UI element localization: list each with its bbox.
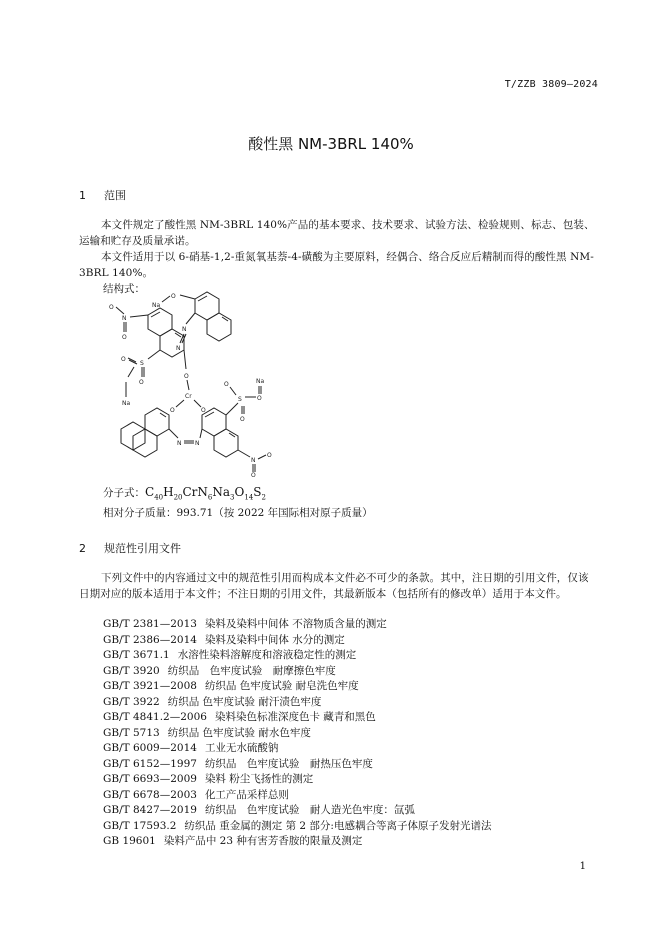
section-2-heading — [79, 540, 181, 556]
molecular-mass: 相对分子质量：993.71（按 2022 年国际相对原子质量） — [103, 507, 373, 519]
reference-code: GB/T 2381—2013 — [103, 618, 197, 630]
reference-title: 染料染色标准深度色卡 藏青和黑色 — [214, 711, 376, 723]
section-2-title: 规范性引用文件 — [104, 542, 181, 555]
atom-o-5: O — [139, 379, 144, 386]
reference-title: 染料及染料中间体 水分的测定 — [204, 633, 345, 646]
atom-n-6: N — [251, 457, 256, 464]
atom-o-3: O — [122, 334, 127, 341]
document-title: 酸性黑 NM-3BRL 140% — [248, 135, 414, 153]
atom-o-1: O — [171, 293, 176, 300]
reference-item — [103, 679, 491, 695]
atom-o-10: O — [240, 416, 245, 423]
reference-title: 纺织品 色牢度试验 耐人造光色牢度：氙弧 — [204, 804, 415, 816]
scope-paragraph-2: 本文件适用于以 6-硝基-1,2-重氮氧基萘-4-磺酸为主要原料，经偶合、络合反应后精制而得的酸性黑 NM-3BRL 140%。 — [79, 251, 594, 279]
formula-value: $C_{40}H_{20}CrN_6Na_3O_{14}S_2$ — [145, 485, 266, 502]
atom-o-4: O — [121, 356, 126, 363]
atom-o-7: O — [170, 407, 175, 414]
atom-o-9: O — [224, 381, 229, 388]
section-1-number: 1 — [79, 189, 86, 202]
atom-n-2: N — [176, 345, 181, 352]
atom-cr: Cr — [185, 393, 192, 400]
normative-references-paragraph: 下列文件中的内容通过文中的规范性引用而构成本文件必不可少的条款。其中，注日期的引用文件，仅该日期对应的版本适用于本文件；不注日期的引用文件，其最新版本（包括所有的修改单）适用于本文件。 — [79, 572, 589, 600]
reference-item — [103, 788, 491, 804]
reference-item — [103, 710, 491, 726]
atom-o-8: O — [201, 407, 206, 414]
section-1-title: 范围 — [104, 189, 126, 202]
reference-item — [103, 834, 491, 850]
atom-o-11: O — [257, 395, 262, 402]
reference-code: GB 19601 — [103, 835, 156, 847]
reference-title: 染料 粉尘飞扬性的测定 — [204, 773, 314, 785]
reference-code: GB/T 3671.1 — [103, 649, 170, 661]
section-1-heading — [79, 187, 126, 203]
atom-o-2: O — [109, 304, 114, 311]
molecular-formula — [103, 485, 266, 501]
reference-title: 纺织品 重金属的测定 第 2 部分:电感耦合等离子体原子发射光谱法 — [184, 819, 492, 832]
reference-item — [103, 772, 491, 788]
reference-title: 化工产品采样总则 — [204, 788, 289, 801]
atom-s-1: S — [140, 360, 144, 367]
scope-paragraph-1: 本文件规定了酸性黑 NM-3BRL 140%产品的基本要求、技术要求、试验方法、检验规则、标志、包装、运输和贮存及质量承诺。 — [79, 219, 595, 247]
reference-title: 水溶性染料溶解度和溶液稳定性的测定 — [177, 649, 357, 661]
reference-item — [103, 648, 491, 664]
reference-item — [103, 617, 491, 633]
reference-code: GB/T 4841.2—2006 — [103, 711, 207, 723]
reference-code: GB/T 3920 — [103, 664, 160, 677]
reference-item — [103, 633, 491, 649]
reference-code: GB/T 6009—2014 — [103, 742, 197, 754]
reference-item — [103, 726, 491, 742]
atom-na-2: Na — [122, 400, 131, 407]
ring-lower-left-a — [145, 408, 169, 436]
atom-o-13: O — [251, 472, 256, 477]
reference-list — [103, 617, 491, 850]
formula-label: 分子式： — [103, 487, 145, 499]
reference-title: 染料产品中 23 种有害芳香胺的限量及测定 — [163, 835, 363, 847]
reference-code: GB/T 6152—1997 — [103, 757, 197, 770]
reference-code: GB/T 17593.2 — [103, 819, 177, 832]
atom-o-6: O — [184, 373, 189, 380]
reference-item — [103, 757, 491, 773]
reference-code: GB/T 5713 — [103, 726, 160, 739]
reference-item — [103, 819, 491, 835]
page-number: 1 — [579, 861, 586, 872]
standard-code: T/ZZB 3809—2024 — [504, 79, 598, 90]
reference-title: 纺织品 色牢度试验 耐水色牢度 — [167, 726, 311, 739]
reference-code: GB/T 3922 — [103, 695, 160, 708]
reference-title: 染料及染料中间体 不溶物质含量的测定 — [204, 618, 387, 630]
structure-label: 结构式： — [103, 283, 145, 295]
atom-n-3: N — [122, 315, 127, 322]
reference-item — [103, 741, 491, 757]
ring-upper-naphthol-b — [207, 313, 231, 341]
section-2-number: 2 — [79, 542, 86, 555]
reference-code: GB/T 6678—2003 — [103, 788, 197, 801]
reference-code: GB/T 3921—2008 — [103, 680, 197, 692]
reference-title: 纺织品 色牢度试验 耐摩擦色牢度 — [167, 664, 336, 677]
ring-lower-right-b — [214, 429, 238, 457]
reference-title: 工业无水硫酸钠 — [204, 742, 279, 754]
atom-na-3: Na — [256, 378, 265, 385]
atom-o-12: O — [267, 452, 272, 459]
reference-item — [103, 664, 491, 680]
atom-n-5: N — [195, 440, 200, 447]
atom-n-4: N — [177, 440, 182, 447]
reference-item — [103, 695, 491, 711]
atom-na-1: Na — [152, 302, 161, 309]
reference-title: 纺织品 色牢度试验 耐皂洗色牢度 — [204, 680, 359, 692]
reference-title: 纺织品 色牢度试验 耐热压色牢度 — [204, 757, 373, 770]
reference-code: GB/T 8427—2019 — [103, 804, 197, 816]
atom-s-2: S — [238, 396, 242, 403]
reference-code: GB/T 2386—2014 — [103, 633, 197, 646]
structural-formula-diagram — [100, 287, 300, 477]
reference-item — [103, 803, 491, 819]
reference-code: GB/T 6693—2009 — [103, 773, 197, 785]
atom-n-1: N — [182, 326, 187, 333]
reference-title: 纺织品 色牢度试验 耐汗渍色牢度 — [167, 695, 322, 708]
